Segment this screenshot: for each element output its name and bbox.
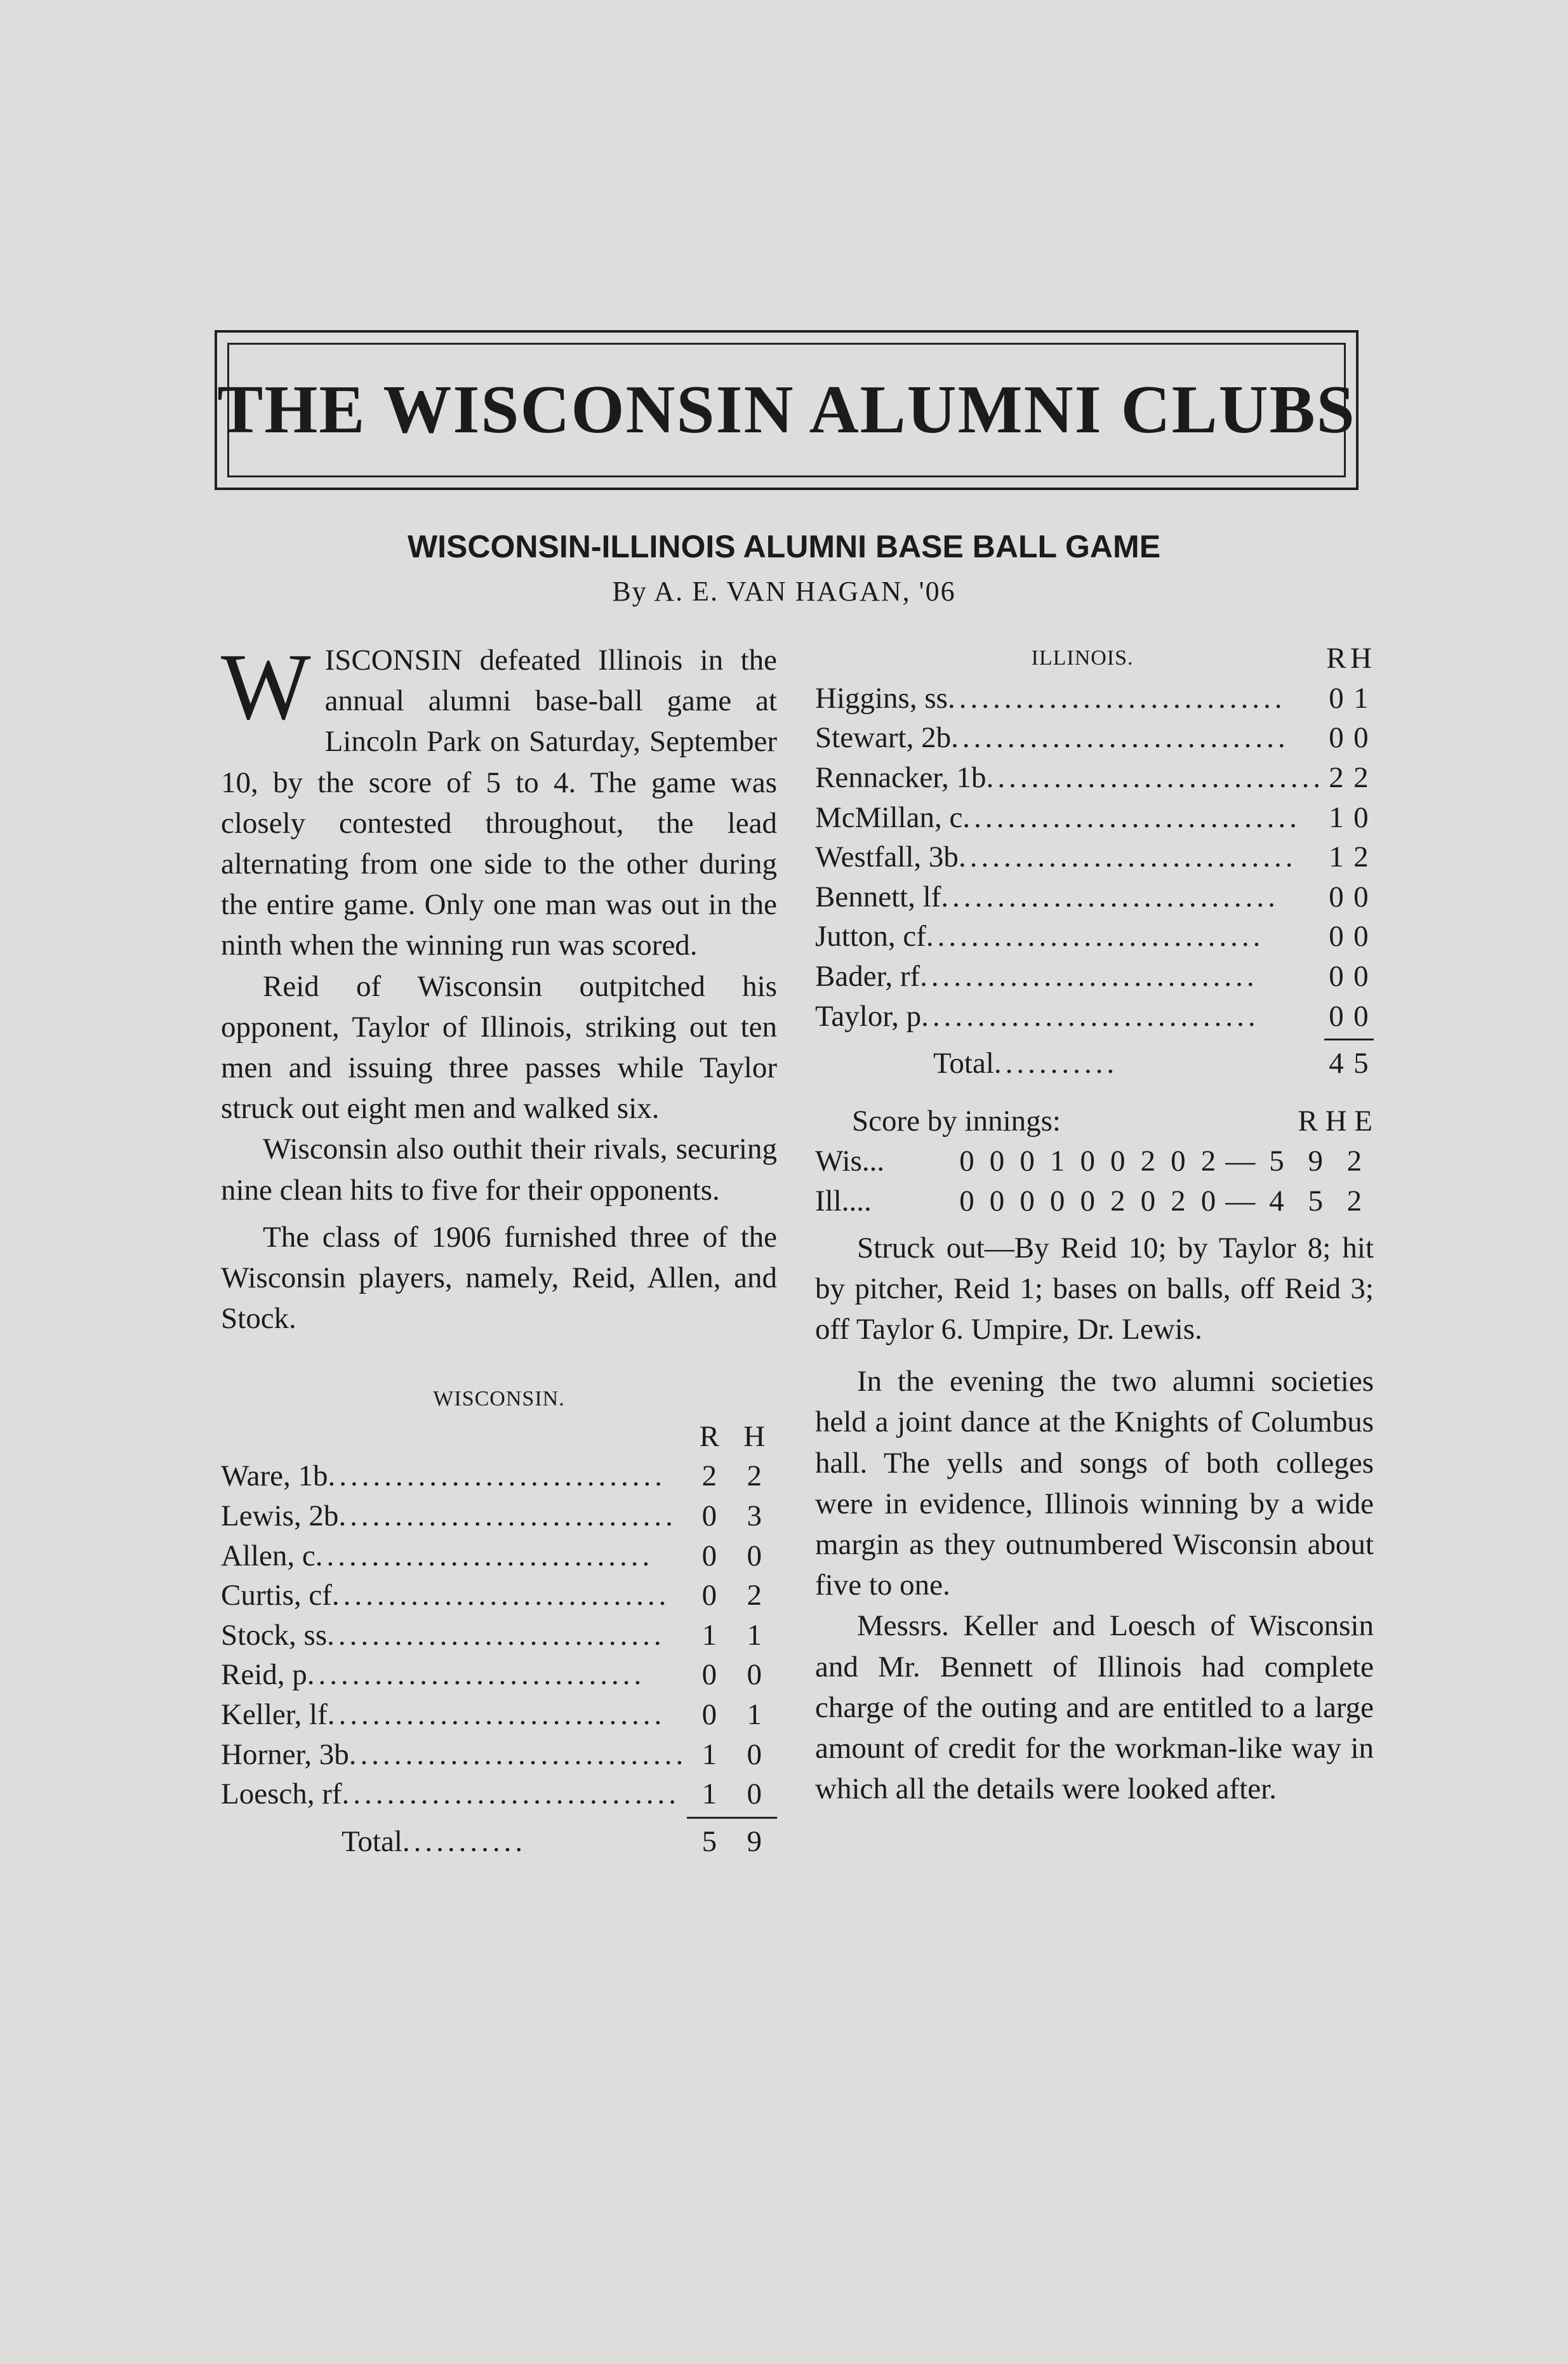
illinois-player-runs: 0	[1329, 920, 1344, 953]
illinois-player-hits: 2	[1353, 840, 1369, 874]
illinois-total-r: 4	[1329, 1047, 1344, 1080]
illinois-player-hits: 0	[1353, 999, 1369, 1033]
paragraph-hitting: Wisconsin also outhit their rivals, securing nine clean hits to five for their opponents.	[221, 1132, 777, 1207]
inning-score: 0	[1171, 1145, 1186, 1178]
left-column	[221, 635, 777, 1861]
article-title: WISCONSIN-ILLINOIS ALUMNI BASE BALL GAME	[407, 529, 1161, 564]
illinois-player-runs: 0	[1329, 721, 1344, 755]
wisconsin-player-hits: 1	[747, 1618, 762, 1652]
paragraph-class-1906: The class of 1906 furnished three of the Wisconsin players, namely, Reid, Allen, and Stock.	[221, 1220, 777, 1336]
illinois-player-row: Rennacker, 1b.............................. 2 2	[815, 758, 1374, 798]
wisconsin-player-hits: 0	[747, 1658, 762, 1692]
wisconsin-player-row: Keller, lf.............................. 0 1	[221, 1695, 777, 1735]
paragraph-intro-text: ISCONSIN defeated Illinois in the annual alumni base-ball game at Lincoln Park on Saturday, September 10, by the score of 5 to 4. The game was closely contested throughout, the lead alternating from one side to the other during the entire game. Only one man was out in the ninth when the winning run was scored.	[221, 644, 777, 962]
wisconsin-player-runs: 0	[701, 1579, 717, 1612]
innings-dash: —	[1225, 1145, 1256, 1178]
illinois-player-runs: 0	[1329, 960, 1344, 993]
wisconsin-player-name: Allen, c	[221, 1539, 316, 1572]
drop-cap: W	[221, 634, 311, 740]
wisconsin-player-hits: 1	[747, 1697, 762, 1731]
illinois-player-row: Bader, rf.............................. 0 0	[815, 957, 1374, 997]
illinois-total-label: Total	[933, 1047, 994, 1080]
wisconsin-player-hits: 2	[747, 1579, 762, 1612]
illinois-player-name: Bader, rf	[815, 960, 920, 993]
inning-score: 0	[1049, 1185, 1065, 1218]
illinois-box-header	[815, 639, 1374, 679]
illinois-player-row: Westfall, 3b.............................. 1 2	[815, 837, 1374, 877]
innings-hits: 9	[1308, 1145, 1323, 1178]
wisconsin-player-hits: 2	[747, 1459, 762, 1493]
illinois-player-name: Westfall, 3b	[815, 840, 959, 874]
illinois-player-hits: 2	[1353, 761, 1369, 795]
illinois-player-row: Stewart, 2b.............................. 0 0	[815, 718, 1374, 758]
illinois-box-score	[815, 639, 1374, 1084]
right-column	[815, 635, 1374, 1809]
inning-score: 0	[989, 1185, 1005, 1218]
wisconsin-player-runs: 0	[701, 1539, 717, 1572]
wisconsin-total-rule	[687, 1817, 777, 1819]
wisconsin-player-row: Horner, 3b.............................. 1 0	[221, 1734, 777, 1774]
wisconsin-player-row: Loesch, rf.............................. 1 0	[221, 1774, 777, 1814]
illinois-player-runs: 2	[1329, 761, 1344, 795]
wisconsin-player-runs: 0	[701, 1697, 717, 1731]
illinois-player-name: Jutton, cf	[815, 920, 926, 953]
inning-score: 0	[1080, 1145, 1095, 1178]
inning-score: 1	[1049, 1145, 1065, 1178]
wisconsin-player-row: Reid, p.............................. 0 0	[221, 1655, 777, 1695]
innings-runs: 5	[1269, 1145, 1284, 1178]
illinois-player-row: McMillan, c.............................. 1 0	[815, 797, 1374, 837]
illinois-player-name: Rennacker, 1b	[815, 761, 987, 795]
wisconsin-player-name: Reid, p	[221, 1658, 307, 1692]
illinois-col-h: H	[1350, 642, 1372, 675]
innings-label: Score by innings:	[852, 1105, 1061, 1138]
inning-score: 2	[1110, 1185, 1126, 1218]
wisconsin-player-row: Ware, 1b.............................. 2 2	[221, 1456, 777, 1496]
wisconsin-total-h: 9	[747, 1824, 762, 1858]
wisconsin-player-row: Curtis, cf.............................. 0 2	[221, 1576, 777, 1616]
inning-score: 0	[1080, 1185, 1095, 1218]
wisconsin-box-header	[221, 1416, 777, 1456]
wisconsin-player-hits: 0	[747, 1737, 762, 1771]
innings-rhe: R H E	[1298, 1105, 1372, 1138]
paragraph-dance: In the evening the two alumni societies held a joint dance at the Knights of Columbus hall. The yells and songs of both colleges were in evidence, Illinois winning by a wide margin as they outnumbered Wisconsin about five to one.	[815, 1365, 1374, 1602]
wisconsin-player-hits: 0	[747, 1539, 762, 1572]
paragraph-intro	[221, 634, 777, 966]
inning-score: 0	[1200, 1185, 1216, 1218]
wisconsin-player-runs: 1	[701, 1737, 717, 1771]
illinois-player-name: McMillan, c	[815, 800, 963, 834]
illinois-player-row: Taylor, p.............................. 0 0	[815, 996, 1374, 1036]
innings-dash: —	[1225, 1185, 1256, 1218]
inning-score: 0	[1110, 1145, 1126, 1178]
wisconsin-box-label: WISCONSIN.	[433, 1387, 565, 1411]
innings-team: Ill....	[815, 1185, 872, 1218]
wisconsin-player-runs: 0	[701, 1499, 717, 1532]
wisconsin-player-hits: 0	[747, 1777, 762, 1811]
masthead-title: THE WISCONSIN ALUMNI CLUBS	[217, 372, 1356, 448]
illinois-player-name: Higgins, ss	[815, 681, 948, 715]
illinois-player-hits: 0	[1353, 960, 1369, 993]
innings-team: Wis...	[815, 1145, 885, 1178]
illinois-player-row: Jutton, cf.............................. 0 0	[815, 917, 1374, 957]
score-by-innings	[815, 1101, 1374, 1221]
innings-row	[815, 1141, 1374, 1181]
wisconsin-player-name: Ware, 1b	[221, 1459, 328, 1493]
illinois-player-runs: 1	[1329, 800, 1344, 834]
illinois-total-rule	[1324, 1039, 1374, 1040]
wisconsin-player-row: Allen, c.............................. 0 0	[221, 1536, 777, 1576]
illinois-player-runs: 0	[1329, 681, 1344, 715]
masthead-frame	[215, 330, 1359, 490]
wisconsin-player-runs: 0	[701, 1658, 717, 1692]
wisconsin-col-h: H	[743, 1419, 766, 1453]
paragraph-pitching: Reid of Wisconsin outpitched his opponent, Taylor of Illinois, striking out ten men and issuing three passes while Taylor struck out eight men and walked six.	[221, 969, 777, 1126]
illinois-box-label: ILLINOIS.	[1031, 646, 1134, 670]
paragraph-credits: Messrs. Keller and Loesch of Wisconsin and Mr. Bennett of Illinois had complete charge of the outing and are entitled to a large amount of credit for the workman-like way in which all the details were looked after.	[815, 1609, 1374, 1806]
wisconsin-player-row: Lewis, 2b.............................. 0 3	[221, 1496, 777, 1536]
inning-score: 0	[1020, 1145, 1035, 1178]
wisconsin-col-r: R	[699, 1419, 720, 1453]
illinois-player-runs: 0	[1329, 880, 1344, 913]
illinois-col-r: R	[1326, 642, 1346, 675]
inning-score: 2	[1171, 1185, 1186, 1218]
innings-hits: 5	[1308, 1185, 1323, 1218]
illinois-player-name: Taylor, p	[815, 999, 922, 1033]
innings-header	[815, 1101, 1374, 1141]
masthead-inner-frame	[217, 343, 1356, 477]
inning-score: 0	[959, 1185, 974, 1218]
inning-score: 0	[1140, 1185, 1156, 1218]
illinois-player-hits: 0	[1353, 920, 1369, 953]
wisconsin-player-name: Keller, lf	[221, 1697, 328, 1731]
illinois-player-name: Stewart, 2b	[815, 721, 952, 755]
inning-score: 0	[1020, 1185, 1035, 1218]
illinois-player-row: Bennett, lf.............................. 0 0	[815, 877, 1374, 917]
innings-row	[815, 1181, 1374, 1221]
wisconsin-player-name: Lewis, 2b	[221, 1499, 339, 1532]
byline: By A. E. VAN HAGAN, '06	[612, 576, 956, 607]
wisconsin-player-runs: 1	[701, 1618, 717, 1652]
wisconsin-total-label: Total	[342, 1824, 402, 1858]
illinois-player-runs: 0	[1329, 999, 1344, 1033]
wisconsin-player-hits: 3	[747, 1499, 762, 1532]
wisconsin-player-name: Loesch, rf	[221, 1777, 342, 1811]
wisconsin-total-row: Total........... 5 9	[221, 1821, 777, 1861]
illinois-player-hits: 0	[1353, 721, 1369, 755]
wisconsin-player-runs: 2	[701, 1459, 717, 1493]
illinois-player-hits: 0	[1353, 800, 1369, 834]
wisconsin-player-name: Horner, 3b	[221, 1737, 349, 1771]
game-summary: Struck out—By Reid 10; by Taylor 8; hit by pitcher, Reid 1; bases on balls, off Reid 3; off Taylor 6. Umpire, Dr. Lewis.	[815, 1231, 1374, 1346]
illinois-total-h: 5	[1353, 1047, 1369, 1080]
illinois-player-runs: 1	[1329, 840, 1344, 874]
innings-errors: 2	[1346, 1185, 1362, 1218]
innings-errors: 2	[1346, 1145, 1362, 1178]
wisconsin-total-r: 5	[701, 1824, 717, 1858]
wisconsin-player-row: Stock, ss.............................. 1 1	[221, 1615, 777, 1655]
innings-runs: 4	[1269, 1185, 1284, 1218]
inning-score: 0	[959, 1145, 974, 1178]
inning-score: 2	[1140, 1145, 1156, 1178]
illinois-player-name: Bennett, lf	[815, 880, 941, 913]
wisconsin-box-score	[221, 1416, 777, 1861]
illinois-player-hits: 0	[1353, 880, 1369, 913]
illinois-player-row: Higgins, ss.............................. 0 1	[815, 679, 1374, 719]
illinois-total-row: Total........... 4 5	[815, 1044, 1374, 1084]
wisconsin-player-name: Stock, ss	[221, 1618, 328, 1652]
inning-score: 2	[1200, 1145, 1216, 1178]
illinois-player-hits: 1	[1353, 681, 1369, 715]
wisconsin-player-runs: 1	[701, 1777, 717, 1811]
inning-score: 0	[989, 1145, 1005, 1178]
wisconsin-player-name: Curtis, cf	[221, 1579, 332, 1612]
